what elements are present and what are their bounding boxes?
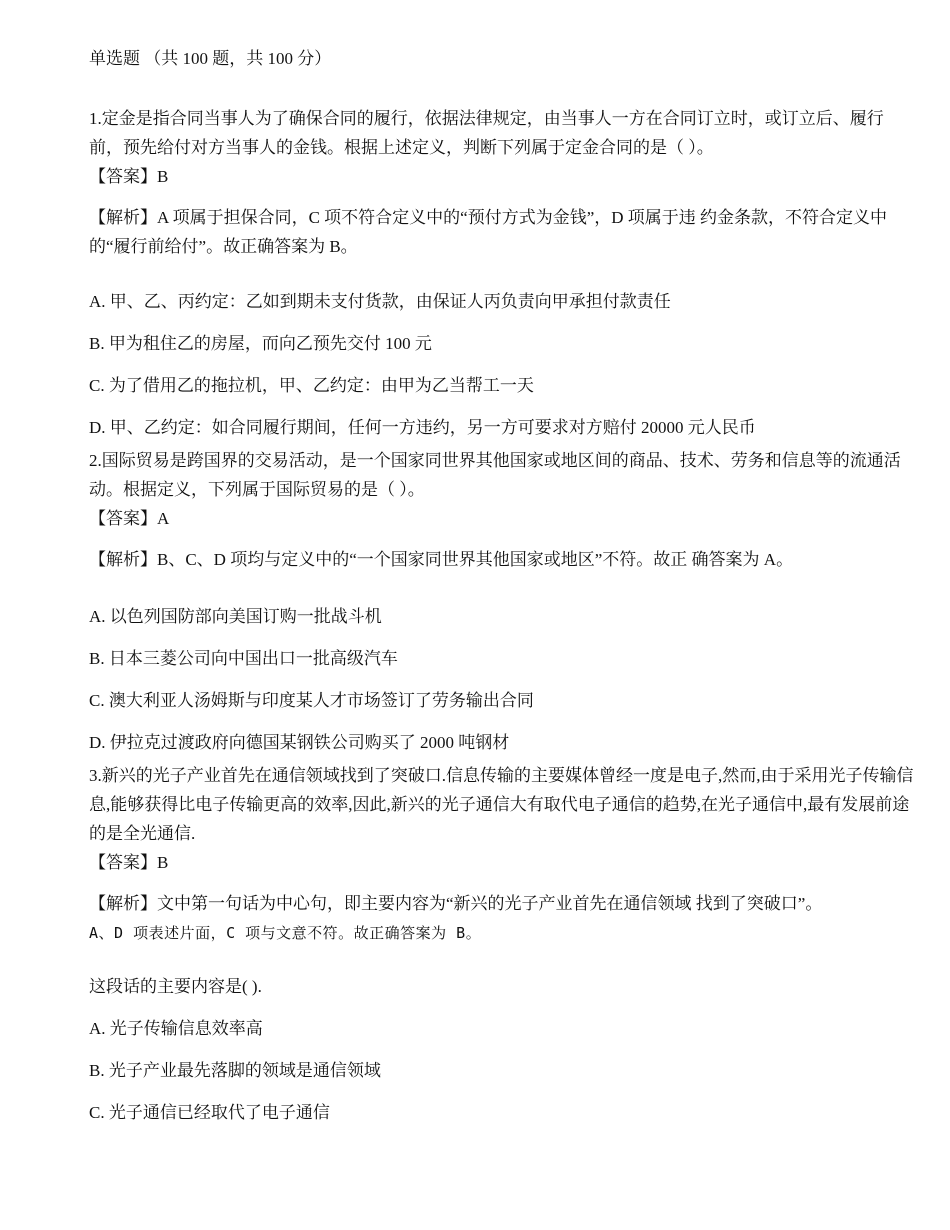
option-a: A. 甲、乙、丙约定：乙如到期未支付货款，由保证人丙负责向甲承担付款责任 <box>89 292 671 311</box>
sub-question-prompt: 这段话的主要内容是( ). <box>89 977 262 996</box>
question-analysis <box>89 889 914 948</box>
option-a: A. 以色列国防部向美国订购一批战斗机 <box>89 607 382 626</box>
question-answer: 【答案】A <box>89 509 170 528</box>
question-stem: 1.定金是指合同当事人为了确保合同的履行，依据法律规定，由当事人一方在合同订立时，或订立后、履行前，预先给付对方当事人的金钱。根据上述定义，判断下列属于定金合同的是（ ）。 <box>89 109 884 157</box>
question-2 <box>89 446 914 757</box>
option-c: C. 光子通信已经取代了电子通信 <box>89 1103 330 1122</box>
analysis-tail: A、D 项表述片面，C 项与文意不符。故正确答案为 B。 <box>89 924 482 942</box>
option-d: D. 伊拉克过渡政府向德国某钢铁公司购买了 2000 吨钢材 <box>89 733 510 752</box>
option-c: C. 为了借用乙的拖拉机，甲、乙约定：由甲为乙当帮工一天 <box>89 376 534 395</box>
option-a: A. 光子传输信息效率高 <box>89 1019 263 1038</box>
option-b: B. 甲为租住乙的房屋，而向乙预先交付 100 元 <box>89 334 432 353</box>
option-b: B. 光子产业最先落脚的领域是通信领域 <box>89 1061 381 1080</box>
question-stem: 2.国际贸易是跨国界的交易活动，是一个国家同世界其他国家或地区间的商品、技术、劳务和信息等的流通活动。根据定义，下列属于国际贸易的是（ ）。 <box>89 451 901 499</box>
question-answer: 【答案】B <box>89 167 169 186</box>
option-d: D. 甲、乙约定：如合同履行期间，任何一方违约，另一方可要求对方赔付 20000 元人民币 <box>89 418 756 437</box>
question-1 <box>89 104 914 442</box>
question-analysis: 【解析】A 项属于担保合同，C 项不符合定义中的“预付方式为金钱”，D 项属于违 约金条款，不符合定义中的“履行前给付”。故正确答案为 B。 <box>89 208 888 256</box>
section-title: 单选题 （共 100 题，共 100 分） <box>89 49 332 68</box>
analysis-head: 【解析】文中第一句话为中心句，即主要内容为“新兴的光子产业首先在通信领域 找到了突破口”。 <box>89 894 823 913</box>
question-3 <box>89 761 914 1127</box>
question-analysis: 【解析】B、C、D 项均与定义中的“一个国家同世界其他国家或地区”不符。故正 确答案为 A。 <box>89 550 794 569</box>
question-stem: 3.新兴的光子产业首先在通信领域找到了突破口.信息传输的主要媒体曾经一度是电子,然而,由于采用光子传输信息,能够获得比电子传输更高的效率,因此,新兴的光子通信大有取代电子通信的趋势,在光子通信中,最有发展前途的是全光通信. <box>89 766 914 843</box>
option-b: B. 日本三菱公司向中国出口一批高级汽车 <box>89 649 398 668</box>
option-c: C. 澳大利亚人汤姆斯与印度某人才市场签订了劳务输出合同 <box>89 691 534 710</box>
question-answer: 【答案】B <box>89 853 169 872</box>
